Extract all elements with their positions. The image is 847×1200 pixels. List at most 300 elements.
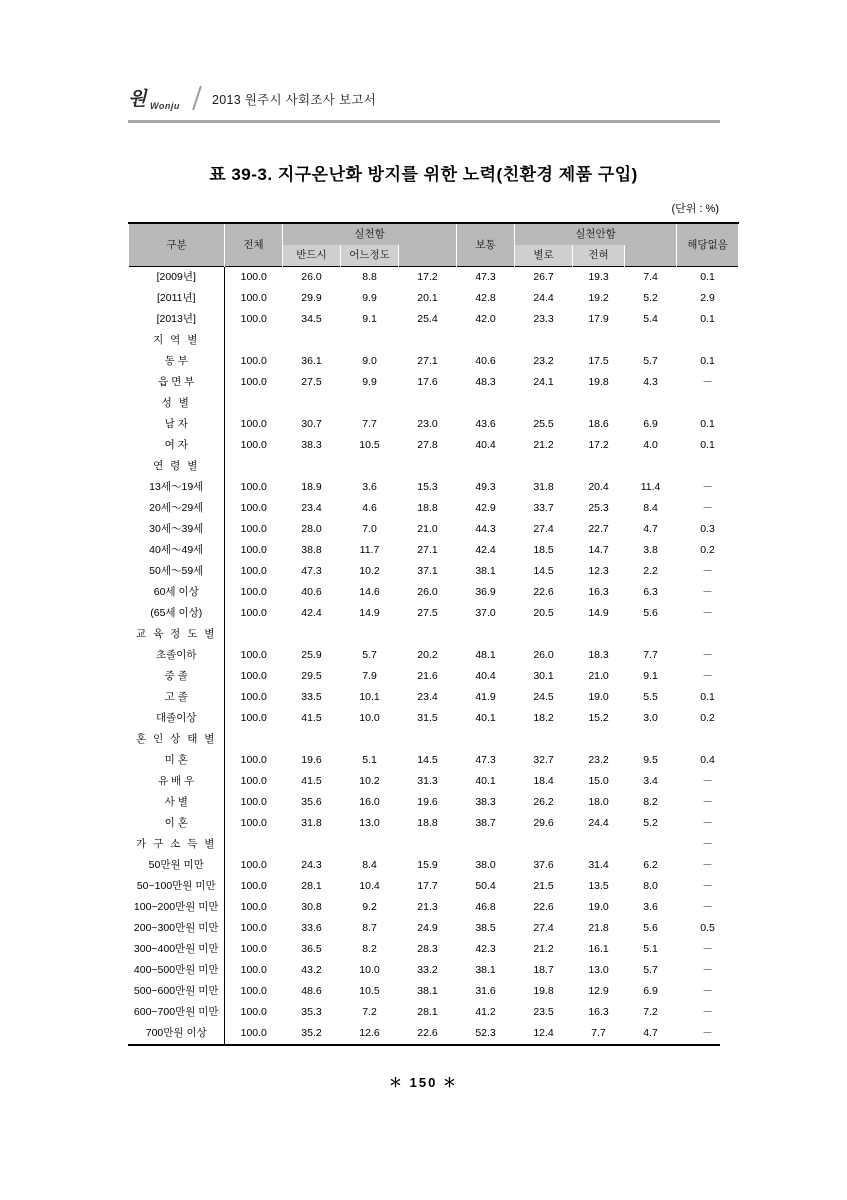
table-body [129,267,739,1045]
table-cell: 50.4 [475,880,496,892]
wonju-logo [128,84,204,114]
row-label: [2013년] [129,309,225,330]
table-cell: 24.3 [301,859,322,871]
table-cell: 28.1 [301,880,322,892]
row-group-label: 가 구 소 득 별 [129,834,225,855]
table-cell: 26.2 [533,796,554,808]
table-cell: 9.1 [362,313,377,325]
table-cell: 100.0 [240,964,267,976]
table-row [129,1023,739,1044]
table-cell: 100.0 [240,607,267,619]
table-cell: － [702,481,713,493]
table-cell: 0.1 [700,691,715,703]
table-cell: 11.4 [640,481,661,493]
table-cell: 100.0 [240,712,267,724]
row-label: [2011년] [129,288,225,309]
table-cell: 10.2 [359,565,380,577]
table-cell: 37.0 [475,607,496,619]
table-cell [677,456,739,477]
th-category: 구분 [129,223,225,267]
table-cell [399,393,457,414]
table-cell: － [702,565,713,577]
table-cell: 0.1 [700,439,715,451]
table-cell: 3.0 [643,712,658,724]
table-cell: 0.3 [700,523,715,535]
table-cell: 32.7 [533,754,554,766]
table-cell: 24.5 [533,691,554,703]
table-cell: 22.7 [588,523,609,535]
table-cell: 35.6 [301,796,322,808]
row-label: 사 별 [129,792,225,813]
table-row [129,708,739,729]
table-cell: 3.6 [643,901,658,913]
table-cell: 21.6 [417,670,438,682]
table-cell: 15.3 [417,481,438,493]
row-label: 미 혼 [129,750,225,771]
th-practice-spacer [399,245,457,267]
row-label: 유 배 우 [129,771,225,792]
table-cell [677,393,739,414]
table-cell [399,330,457,351]
table-cell: 26.0 [283,267,341,289]
table-cell: 34.5 [301,313,322,325]
th-no-practice: 실천안함 [515,223,677,245]
row-label: 20세～29세 [129,498,225,519]
table-cell: 12.6 [359,1027,380,1039]
table-cell: 100.0 [240,817,267,829]
table-cell: 19.0 [588,901,609,913]
table-cell: 15.0 [588,775,609,787]
table-cell: 10.1 [359,691,380,703]
table-cell [677,729,739,750]
table-cell: 33.2 [417,964,438,976]
table-cell: 24.4 [533,292,554,304]
table-cell: 14.7 [588,544,609,556]
table-cell: 17.6 [417,376,438,388]
table-cell: 10.4 [359,880,380,892]
table-cell: 13.0 [588,964,609,976]
table-cell: 24.9 [417,922,438,934]
table-cell: 6.2 [643,859,658,871]
table-cell: 38.8 [301,544,322,556]
table-cell: 31.5 [417,712,438,724]
table-cell: 26.7 [515,267,573,289]
table-cell: 47.3 [457,267,515,289]
statistics-table [128,222,739,1044]
table-cell: 10.2 [359,775,380,787]
table-cell: 18.9 [301,481,322,493]
table-cell: 37.6 [533,859,554,871]
table-cell: － [702,964,713,976]
table-cell [625,393,677,414]
table-cell: 3.6 [362,481,377,493]
row-label: 여 자 [129,435,225,456]
table-cell: 100.0 [240,523,267,535]
table-cell: 5.7 [643,964,658,976]
table-row [129,393,739,414]
table-cell: 16.3 [588,1006,609,1018]
table-cell: 38.3 [475,796,496,808]
table-cell: 36.5 [301,943,322,955]
table-cell [573,624,625,645]
table-cell: 7.0 [362,523,377,535]
row-label: 50만원 미만 [129,855,225,876]
table-cell: 6.9 [643,985,658,997]
table-cell: 7.7 [643,649,658,661]
table-cell: － [702,376,713,388]
row-label: 600~700만원 미만 [129,1002,225,1023]
table-cell: 20.4 [588,481,609,493]
th-somewhat: 어느정도 [341,245,399,267]
logo-script-text: 원 [128,89,146,110]
page-number: ＊ 150 ＊ [389,1075,458,1090]
table-cell: 20.1 [417,292,438,304]
th-rarely: 별로 [515,245,573,267]
table-cell: 14.9 [588,607,609,619]
table-cell: 36.1 [301,355,322,367]
table-cell: 18.4 [533,775,554,787]
table-bottom-rule [128,1044,720,1046]
table-row [129,372,739,393]
row-label: 500~600만원 미만 [129,981,225,1002]
table-row [129,582,739,603]
table-cell: － [702,670,713,682]
table-cell: 27.4 [533,523,554,535]
row-label: 30세～39세 [129,519,225,540]
header-title: 2013 원주시 사회조사 보고서 [212,93,377,107]
table-cell: 40.4 [475,670,496,682]
table-cell: 100.0 [240,880,267,892]
table-cell: 9.5 [643,754,658,766]
table-row [129,645,739,666]
table-row [129,981,739,1002]
table-cell: 4.7 [643,523,658,535]
table-row [129,603,739,624]
th-total: 전체 [225,223,283,267]
table-cell [625,456,677,477]
table-cell: 26.0 [533,649,554,661]
table-cell [283,393,341,414]
table-cell: 23.4 [417,691,438,703]
table-row [129,939,739,960]
table-cell: 41.2 [475,1006,496,1018]
table-row [129,960,739,981]
table-cell: 38.7 [475,817,496,829]
table-cell: 27.5 [301,376,322,388]
table-cell: 100.0 [240,418,267,430]
table-cell [341,624,399,645]
table-cell: 35.3 [301,1006,322,1018]
table-cell: 44.3 [475,523,496,535]
table-cell: 25.5 [533,418,554,430]
table-cell: 25.4 [417,313,438,325]
table-cell: 41.5 [301,712,322,724]
table-row [129,561,739,582]
table-cell: 3.4 [643,775,658,787]
table-cell: 24.4 [588,817,609,829]
table-cell: 17.2 [588,439,609,451]
table-cell [677,624,739,645]
table-cell: 36.9 [475,586,496,598]
table-cell: 100.0 [240,565,267,577]
table-row [129,666,739,687]
table-cell: 8.2 [643,796,658,808]
table-cell: 100.0 [240,544,267,556]
table-cell: － [702,1027,713,1039]
table-cell [283,456,341,477]
table-cell: － [702,838,713,850]
table-cell: 23.4 [301,502,322,514]
row-label: 대졸이상 [129,708,225,729]
table-cell: 0.1 [700,313,715,325]
table-cell: 9.9 [362,376,377,388]
table-cell: 42.9 [475,502,496,514]
table-cell [225,834,283,855]
row-label: 13세～19세 [129,477,225,498]
table-row [129,414,739,435]
table-cell: 100.0 [240,355,267,367]
table-cell: － [702,985,713,997]
table-cell: 100.0 [240,985,267,997]
table-cell: 29.9 [301,292,322,304]
table-cell: 21.5 [533,880,554,892]
table-cell: 100.0 [240,670,267,682]
table-cell: 6.3 [643,586,658,598]
table-cell: 9.9 [362,292,377,304]
table-cell: 10.0 [359,712,380,724]
table-cell: 100.0 [240,922,267,934]
table-row [129,834,739,855]
table-cell [677,330,739,351]
table-cell: 10.0 [359,964,380,976]
table-cell: 18.5 [533,544,554,556]
table-row [129,498,739,519]
table-cell: 5.4 [643,313,658,325]
table-cell: 31.6 [475,985,496,997]
table-cell: 38.0 [475,859,496,871]
table-cell: 14.5 [533,565,554,577]
table-cell [457,834,515,855]
table-cell: 5.1 [362,754,377,766]
row-label: 60세 이상 [129,582,225,603]
table-cell: 8.4 [362,859,377,871]
table-cell: 100.0 [240,313,267,325]
row-group-label: 성 별 [129,393,225,414]
row-label: 이 혼 [129,813,225,834]
table-row [129,288,739,309]
table-cell: 27.1 [417,544,438,556]
table-row [129,267,739,289]
table-cell [457,456,515,477]
table-cell: 17.2 [399,267,457,289]
table-cell: 100.0 [240,502,267,514]
row-group-label: 지 역 별 [129,330,225,351]
table-cell: 8.2 [362,943,377,955]
table-cell: 22.6 [417,1027,438,1039]
table-cell: 7.7 [591,1027,606,1039]
table-cell: 23.2 [588,754,609,766]
th-definitely: 반드시 [283,245,341,267]
table-cell: 7.7 [362,418,377,430]
table-cell: 0.1 [677,267,739,289]
table-cell: 5.7 [362,649,377,661]
table-cell: 33.7 [533,502,554,514]
table-cell: 4.3 [643,376,658,388]
table-cell: 37.1 [417,565,438,577]
table-cell [225,456,283,477]
table-cell: 31.8 [533,481,554,493]
table-cell: 48.6 [301,985,322,997]
table-row [129,477,739,498]
table-cell: 41.9 [475,691,496,703]
th-practice: 실천함 [283,223,457,245]
table-cell: 29.6 [533,817,554,829]
table-cell: 43.6 [475,418,496,430]
table-header-row-1 [129,223,739,245]
table-row [129,1002,739,1023]
table-cell: 2.2 [643,565,658,577]
table-cell [573,393,625,414]
table-cell: 46.8 [475,901,496,913]
table-cell: 18.2 [533,712,554,724]
table-cell: － [702,1006,713,1018]
table-cell: 17.7 [417,880,438,892]
table-cell: 0.1 [700,355,715,367]
table-cell: 10.5 [359,439,380,451]
table-cell: － [702,880,713,892]
table-cell [341,729,399,750]
table-row [129,729,739,750]
table-cell: 5.2 [643,292,658,304]
table-row [129,792,739,813]
table-cell: 14.5 [417,754,438,766]
table-cell: 42.4 [475,544,496,556]
table-cell: 35.2 [301,1027,322,1039]
table-row [129,330,739,351]
table-cell [225,330,283,351]
table-cell: 100.0 [240,775,267,787]
table-cell: 38.3 [301,439,322,451]
table-cell: 20.5 [533,607,554,619]
table-cell: 28.1 [417,1006,438,1018]
table-cell [625,729,677,750]
table-row [129,897,739,918]
table-cell: 8.7 [362,922,377,934]
row-label: 400~500만원 미만 [129,960,225,981]
table-row [129,750,739,771]
table-cell: 100.0 [240,754,267,766]
row-label: 중 졸 [129,666,225,687]
table-row [129,855,739,876]
table-cell [399,729,457,750]
table-cell [573,456,625,477]
table-cell: 13.0 [359,817,380,829]
table-cell: 16.3 [588,586,609,598]
table-cell: 19.3 [573,267,625,289]
table-cell: 43.2 [301,964,322,976]
logo-slash-decoration [192,86,202,110]
table-cell: 7.9 [362,670,377,682]
table-cell: 3.8 [643,544,658,556]
table-cell: 100.0 [240,649,267,661]
table-cell: 27.8 [417,439,438,451]
table-cell: 25.9 [301,649,322,661]
table-cell [283,834,341,855]
table-row [129,309,739,330]
table-cell: 22.6 [533,901,554,913]
table-row [129,540,739,561]
table-cell [283,330,341,351]
table-cell: 23.3 [533,313,554,325]
row-label: 초졸이하 [129,645,225,666]
table-cell: 47.3 [475,754,496,766]
table-cell: 5.7 [643,355,658,367]
table-cell: 18.8 [417,502,438,514]
table-cell: 30.7 [301,418,322,430]
table-cell: 0.4 [700,754,715,766]
row-label: 700만원 이상 [129,1023,225,1044]
table-cell: 9.1 [643,670,658,682]
table-cell: 27.1 [417,355,438,367]
table-cell: 20.2 [417,649,438,661]
table-cell [515,456,573,477]
table-cell [225,729,283,750]
table-cell: 42.4 [301,607,322,619]
table-cell: 31.8 [301,817,322,829]
table-cell: 9.0 [362,355,377,367]
table-cell: 5.6 [643,607,658,619]
table-cell: 47.3 [301,565,322,577]
table-cell: 100.0 [240,439,267,451]
table-cell [573,834,625,855]
table-cell [625,330,677,351]
table-cell [399,456,457,477]
row-label: [2009년] [129,267,225,289]
row-label: 300~400만원 미만 [129,939,225,960]
table-cell: 41.5 [301,775,322,787]
row-label: 고 졸 [129,687,225,708]
table-cell: 7.2 [643,1006,658,1018]
table-cell: 18.7 [533,964,554,976]
table-row [129,771,739,792]
table-cell: 22.6 [533,586,554,598]
table-cell: 40.1 [475,775,496,787]
table-row [129,435,739,456]
table-head [129,223,739,267]
table-cell: 100.0 [240,859,267,871]
table-cell: 14.9 [359,607,380,619]
table-cell: 24.1 [533,376,554,388]
table-cell: 100.0 [240,1027,267,1039]
row-label: 200~300만원 미만 [129,918,225,939]
table-cell: 42.0 [475,313,496,325]
logo-subtitle: Wonju [150,101,180,111]
table-cell: 100.0 [240,943,267,955]
table-cell: 100.0 [240,586,267,598]
table-cell [457,393,515,414]
table-cell [573,330,625,351]
table-cell: － [702,901,713,913]
table-cell: 18.3 [588,649,609,661]
table-cell [515,834,573,855]
table-cell [399,834,457,855]
table-cell [457,729,515,750]
table-cell: 5.6 [643,922,658,934]
table-cell: 16.1 [588,943,609,955]
table-cell: 52.3 [475,1027,496,1039]
table-cell: 0.2 [700,712,715,724]
table-cell: 21.2 [533,943,554,955]
